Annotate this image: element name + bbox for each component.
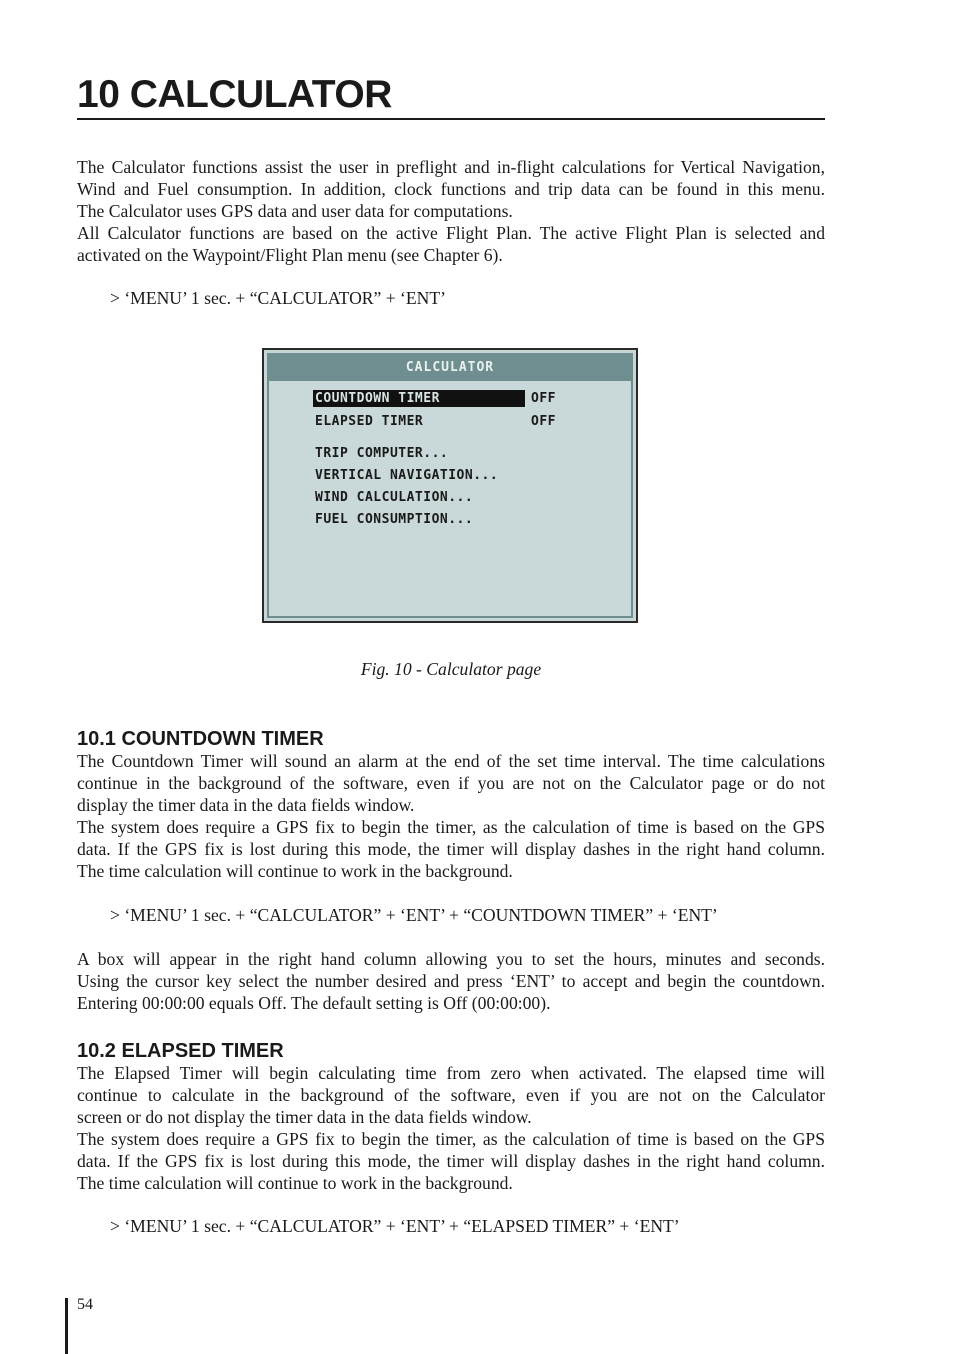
menu-item-label: TRIP COMPUTER... xyxy=(315,446,449,461)
text-line: continue to calculate in the background of the software, even if you are not on the Calculator xyxy=(77,1085,825,1105)
screen-title: CALCULATOR xyxy=(269,355,631,381)
menu-item-countdown-timer[interactable] xyxy=(313,390,556,407)
intro-command: > ‘MENU’ 1 sec. + “CALCULATOR” + ‘ENT’ xyxy=(110,288,446,308)
countdown-paragraph-1 xyxy=(77,750,825,882)
elapsed-paragraph xyxy=(77,1062,825,1194)
text-line: All Calculator functions are based on the active Flight Plan. The active Flight Plan is selected and xyxy=(77,223,825,243)
menu-item-fuel-consumption[interactable] xyxy=(313,511,525,528)
screen-panel xyxy=(267,353,633,618)
section-heading-countdown-timer: 10.1 COUNTDOWN TIMER xyxy=(77,728,324,750)
text-line: The Elapsed Timer will begin calculating time from zero when activated. The elapsed time will xyxy=(77,1063,825,1083)
text-line: The time calculation will continue to work in the background. xyxy=(77,1173,513,1193)
text-line: screen or do not display the timer data in the data fields window. xyxy=(77,1107,532,1127)
menu-item-trip-computer[interactable] xyxy=(313,445,525,462)
menu-item-vertical-navigation[interactable] xyxy=(313,467,525,484)
menu-item-label: ELAPSED TIMER xyxy=(315,414,424,429)
text-line: The system does require a GPS fix to begin the timer, as the calculation of time is based on the GPS xyxy=(77,817,825,837)
text-line: Wind and Fuel consumption. In addition, clock functions and trip data can be found in this menu. xyxy=(77,179,825,199)
text-line: continue in the background of the software, even if you are not on the Calculator page or do not xyxy=(77,773,825,793)
elapsed-command: > ‘MENU’ 1 sec. + “CALCULATOR” + ‘ENT’ + “ELAPSED TIMER” + ‘ENT’ xyxy=(110,1216,680,1236)
text-line: The time calculation will continue to work in the background. xyxy=(77,861,513,881)
page-number: 54 xyxy=(77,1296,93,1313)
menu-item-label: FUEL CONSUMPTION... xyxy=(315,512,474,527)
countdown-paragraph-2 xyxy=(77,948,825,1014)
menu-item-value: OFF xyxy=(531,414,556,429)
text-line: Entering 00:00:00 equals Off. The default setting is Off (00:00:00). xyxy=(77,993,551,1013)
footer-rule xyxy=(65,1298,68,1354)
figure-caption: Fig. 10 - Calculator page xyxy=(360,659,542,679)
text-line: A box will appear in the right hand column allowing you to set the hours, minutes and seconds. xyxy=(77,949,825,969)
menu-item-label: COUNTDOWN TIMER xyxy=(313,390,525,407)
countdown-command: > ‘MENU’ 1 sec. + “CALCULATOR” + ‘ENT’ + “COUNTDOWN TIMER” + ‘ENT’ xyxy=(110,905,718,925)
text-line: data. If the GPS fix is lost during this mode, the timer will display dashes in the right hand column. xyxy=(77,839,825,859)
text-line: activated on the Waypoint/Flight Plan menu (see Chapter 6). xyxy=(77,245,503,265)
chapter-title: 10 CALCULATOR xyxy=(77,72,825,120)
text-line: data. If the GPS fix is lost during this mode, the timer will display dashes in the right hand column. xyxy=(77,1151,825,1171)
text-line: The Calculator functions assist the user in preflight and in-flight calculations for Vertical Navigation, xyxy=(77,157,825,177)
text-line: display the timer data in the data fields window. xyxy=(77,795,415,815)
text-line: The Countdown Timer will sound an alarm at the end of the set time interval. The time calculations xyxy=(77,751,825,771)
calculator-screen-figure xyxy=(262,348,638,623)
menu-item-value: OFF xyxy=(531,391,556,406)
section-heading-elapsed-timer: 10.2 ELAPSED TIMER xyxy=(77,1040,284,1062)
menu-item-elapsed-timer[interactable] xyxy=(313,413,556,430)
menu-item-label: WIND CALCULATION... xyxy=(315,490,474,505)
text-line: The Calculator uses GPS data and user data for computations. xyxy=(77,201,513,221)
text-line: The system does require a GPS fix to begin the timer, as the calculation of time is based on the GPS xyxy=(77,1129,825,1149)
menu-item-wind-calculation[interactable] xyxy=(313,489,525,506)
intro-paragraph xyxy=(77,156,825,266)
menu-item-label: VERTICAL NAVIGATION... xyxy=(315,468,499,483)
text-line: Using the cursor key select the number desired and press ‘ENT’ to accept and begin the countdown. xyxy=(77,971,825,991)
